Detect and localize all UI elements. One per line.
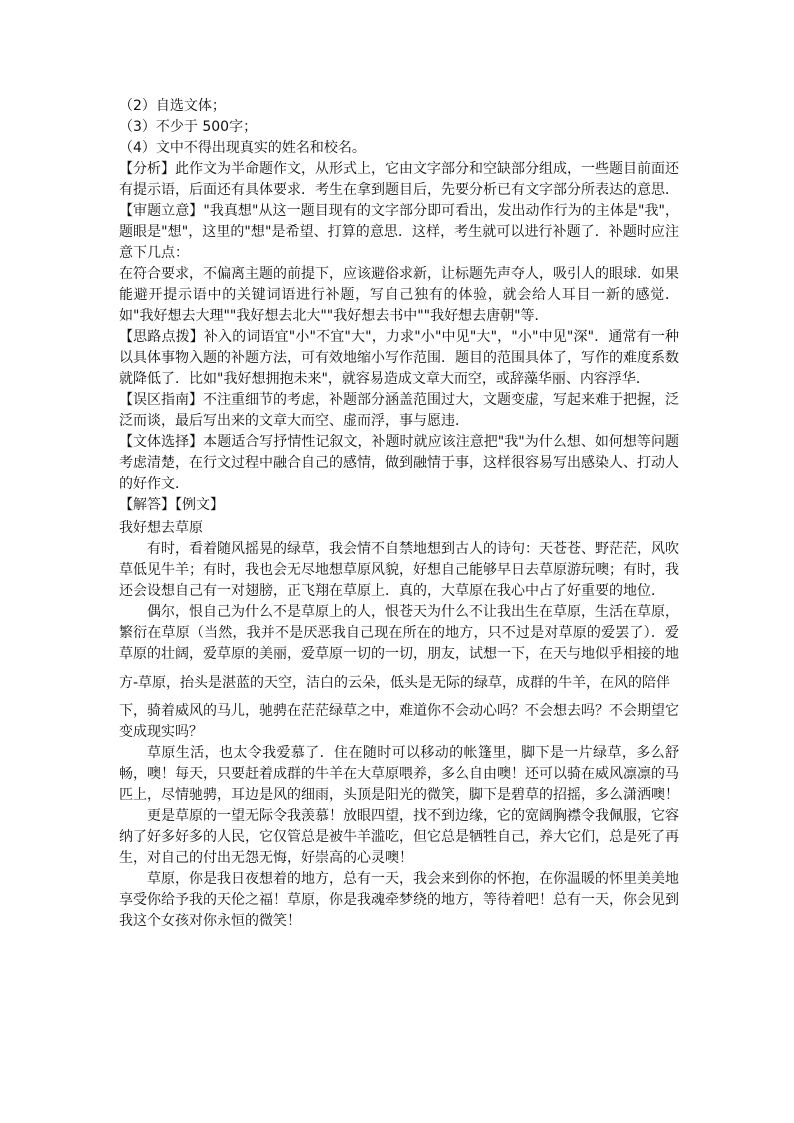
essay-paragraph-2: 偶尔，恨自己为什么不是草原上的人，恨苍天为什么不让我出生在草原，生活在草原，繁衍在草原（当然，我并不是厌恶我自己现在所在的地方，只不过是对草原的爱罢了）．爱草原的壮阔，爱草原的美丽，爱草原一切的一切，朋友，试想一下，在天与地似乎相接的地 <box>119 604 679 662</box>
essay-paragraph-4: 更是草原的一望无际令我羡慕！放眼四望，找不到边缘，它的宽阔胸襟令我佩服，它容纳了好多好多的人民，它仅管总是被牛羊滥吃，但它总是牺牲自己，养大它们，总是死了再生，对自己的付出无怨无悔，好崇高的心灵噢！ <box>119 808 679 866</box>
essay-paragraph-3: 草原生活，也太令我爱慕了．住在随时可以移动的帐篷里，脚下是一片绿草，多么舒畅，噢！每天，只要赶着成群的牛羊在大草原喂养，多么自由噢！还可以骑在威风凛凛的马匹上，尽情驰骋，耳边是风的细雨，头顶是阳光的微笑，脚下是碧草的招摇，多么潇洒噢！ <box>119 745 679 803</box>
answer-label: 【解答】【例文】 <box>119 497 224 513</box>
topic-text: "我真想"从这一题目现有的文字部分即可看出，发出动作行为的主体是"我"，题眼是"想"，这里的"想"是希望、打算的意思．这样，考生就可以进行补题了．补题时应注意下几点： <box>119 203 679 261</box>
genre-text: 本题适合写抒情性记叙文，补题时就应该注意把"我"为什么想、如何想等问题考虑清楚，在行文过程中融合自己的感情，做到融情于事，这样很容易写出感染人、打动人的好作文． <box>119 434 679 492</box>
essay-paragraph-2-line: 方-草原，抬头是湛蓝的天空，洁白的云朵，低头是无际的绿草，成群的牛羊，在风的陪伴 <box>119 675 671 691</box>
topic-body: 在符合要求，不偏离主题的前提下，应该避俗求新，让标题先声夺人，吸引人的眼球．如果能避开提示语中的关键词语进行补题，写自己独有的体验，就会给人耳目一新的感觉．如"我好想去大理""我好想去北大""我好想去书中""我好想去唐朝"等． <box>119 266 679 324</box>
essay-title: 我好想去草原 <box>119 520 203 536</box>
document-page <box>119 96 679 932</box>
genre-section <box>119 432 679 495</box>
idea-label: 【思路点拨】 <box>119 329 204 345</box>
idea-text: 补入的词语宜"小"不宜"大"，力求"小"中见"大"，"小"中见"深"．通常有一种以具体事物入题的补题方法，可有效地缩小写作范围．题目的范围具体了，写作的难度系数就降低了．比如"我好想拥抱未来"，就容易造成文章大而空，或辞藻华丽、内容浮华． <box>119 329 680 387</box>
analysis-label: 【分析】 <box>119 161 175 177</box>
requirement-2: （2）自选文体； <box>119 98 226 114</box>
topic-label: 【审题立意】 <box>119 203 204 219</box>
analysis-section <box>119 159 679 201</box>
requirement-4: （4）文中不得出现真实的姓名和校名。 <box>119 140 366 156</box>
mistake-text: 不注重细节的考虑，补题部分涵盖范围过大，文题变虚，写起来难于把握，泛泛而谈，最后写出来的文章大而空、虚而浮，事与愿违． <box>119 392 679 429</box>
requirement-3: （3）不少于 500字； <box>119 119 258 135</box>
essay-paragraph-5: 草原，你是我日夜想着的地方，总有一天，我会来到你的怀抱，在你温暖的怀里美美地享受你给予我的天伦之福！草原，你是我魂牵梦绕的地方，等待着吧！总有一天，你会见到我这个女孩对你永恒的微笑！ <box>119 871 679 929</box>
essay-paragraph-2-end: 下，骑着威风的马儿，驰骋在茫茫绿草之中，难道你不会动心吗？不会想去吗？不会期望它变成现实吗？ <box>119 703 679 740</box>
idea-section <box>119 327 679 390</box>
topic-section <box>119 201 679 264</box>
mistake-section <box>119 390 679 432</box>
mistake-label: 【误区指南】 <box>119 392 203 408</box>
genre-label: 【文体选择】 <box>119 434 204 450</box>
essay-paragraph-1: 有时，看着随风摇晃的绿草，我会情不自禁地想到古人的诗句：天苍苍、野茫茫，风吹草低见牛羊；有时，我也会无尽地想草原风貌，好想自己能够早日去草原游玩噢；有时，我还会设想自己有一对翅膀，正飞翔在草原上．真的，大草原在我心中占了好重要的地位． <box>119 541 679 599</box>
analysis-text: 此作文为半命题作文，从形式上，它由文字部分和空缺部分组成，一些题目前面还有提示语，后面还有具体要求．考生在拿到题目后，先要分析已有文字部分所表达的意思． <box>119 161 679 198</box>
